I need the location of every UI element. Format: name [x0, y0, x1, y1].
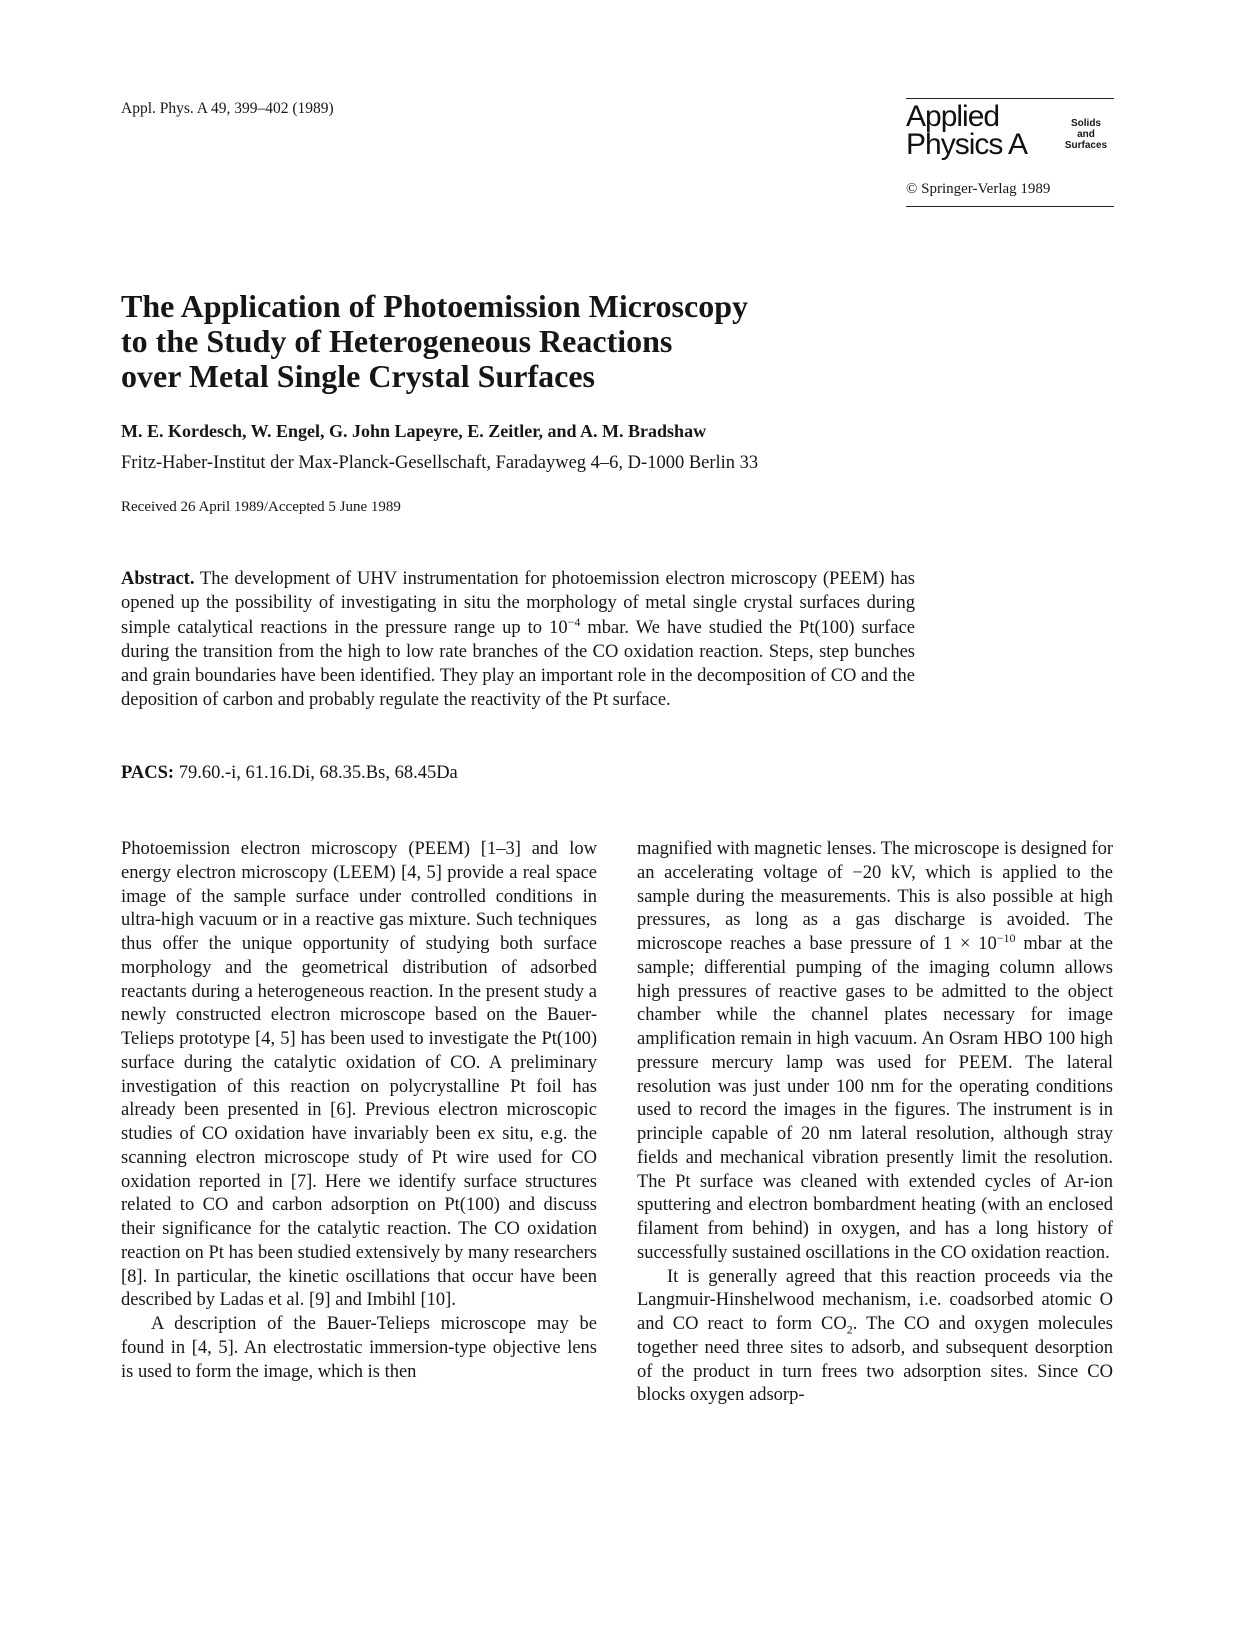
journal-logo-line1: Applied	[906, 100, 1000, 133]
body-exponent: −10	[996, 930, 1016, 945]
pacs-codes	[121, 763, 458, 784]
journal-logo-text	[906, 100, 1028, 161]
body-column-right	[637, 838, 1113, 1408]
journal-section-word: Solids	[1070, 118, 1101, 129]
journal-section-label	[1058, 118, 1114, 151]
abstract-exponent: −4	[567, 614, 581, 629]
journal-masthead	[906, 98, 1114, 207]
journal-citation: Appl. Phys. A 49, 399–402 (1989)	[121, 100, 334, 117]
affiliation: Fritz-Haber-Institut der Max-Planck-Gesellschaft, Faradayweg 4–6, D-1000 Berlin 33	[121, 453, 759, 473]
abstract	[121, 567, 915, 713]
body-paragraph	[637, 838, 1113, 1266]
body-subscript: 2	[846, 1322, 853, 1337]
title-line: over Metal Single Crystal Surfaces	[121, 358, 595, 394]
author-list: M. E. Kordesch, W. Engel, G. John Lapeyre, E. Zeitler, and A. M. Bradshaw	[121, 421, 707, 441]
body-text: It is generally agreed that this reaction proceeds via the Langmuir-Hinshelwood mechanism, i.e. coadsorbed atomic O and CO react to form CO	[637, 1266, 1113, 1334]
body-text: . The CO and oxygen molecules together need three sites to adsorb, and subsequent desorption of the product in turn frees two adsorption sites. Since CO blocks oxygen adsorp-	[637, 1314, 1113, 1406]
body-text: mbar at the sample; differential pumping of the imaging column allows high pressures of reactive gases to be admitted to the object chamber while the channel plates necessary for image amplification remain in high vacuum. An Osram HBO 100 high pressure mercury lamp was used for PEEM. The lateral resolution was just under 100 nm for the operating conditions used to record the images in the figures. The instrument is in principle capable of 20 nm lateral resolution, although stray fields and mechanical vibration presently limit the resolution. The Pt surface was cleaned with extended cycles of Ar-ion sputtering and electron bombardment heating (with an enclosed filament from behind) in oxygen, and has a long history of successfully sustained oscillations in the CO oxidation reaction.	[637, 934, 1113, 1263]
title-line: The Application of Photoemission Microscopy	[121, 288, 748, 324]
abstract-text: The development of UHV instrumentation for photoemission electron microscopy (PEEM) has opened up the possibility of investigating in situ the morphology of metal single crystal surfaces during simple catalytical reactions in the pressure range up to 10	[121, 569, 915, 638]
abstract-text-cont: mbar. We have studied the Pt(100) surface during the transition from the high to low rate branches of the CO oxidation reaction. Steps, step bunches and grain boundaries have been identified. They play an important role in the decomposition of CO and the deposition of carbon and probably regulate the reactivity of the Pt surface.	[121, 617, 916, 711]
body-paragraph: A description of the Bauer-Telieps microscope may be found in [4, 5]. An electrostatic immersion-type objective lens is used to form the image, which is then	[121, 1314, 597, 1382]
title-line: to the Study of Heterogeneous Reactions	[121, 323, 673, 359]
pacs-values: 79.60.-i, 61.16.Di, 68.35.Bs, 68.45Da	[174, 763, 458, 783]
body-paragraph: Photoemission electron microscopy (PEEM) [1–3] and low energy electron microscopy (LEEM) [4, 5] provide a real space image of the sample surface under controlled conditions in ultra-high vacuum or in a reactive gas mixture. Such techniques thus offer the unique opportunity of studying both surface morphology and the geometrical distribution of adsorbed reactants during a heterogeneous reaction. In the present study a newly constructed electron microscope based on the Bauer-Telieps prototype [4, 5] has been used to investigate the Pt(100) surface during the catalytic oxidation of CO. A preliminary investigation of this reaction on polycrystalline Pt foil has already been presented in [6]. Previous electron microscopic studies of CO oxidation have invariably been ex situ, e.g. the scanning electron microscope study of Pt wire used for CO oxidation reported in [7]. Here we identify surface structures related to CO and carbon adsorption on Pt(100) and discuss their significance for the catalytic reaction. The CO oxidation reaction on Pt has been studied extensively by many researchers [8]. In particular, the kinetic oscillations that occur have been described by Ladas et al. [9] and Imbihl [10].	[121, 839, 597, 1311]
journal-section-word: Surfaces	[1064, 140, 1108, 151]
body-paragraph	[637, 1266, 1113, 1409]
copyright-notice: © Springer-Verlag 1989	[906, 181, 1051, 197]
abstract-label: Abstract.	[121, 569, 195, 589]
body-text: magnified with magnetic lenses. The microscope is designed for an accelerating voltage of −20 kV, which is applied to the sample during the measurements. This is also possible at high pressures, as long as a gas discharge is avoided. The microscope reaches a base pressure of 1 × 10	[637, 839, 1113, 954]
paper-title	[121, 289, 748, 394]
journal-logo-line2: Physics A	[906, 128, 1028, 161]
received-date: Received 26 April 1989/Accepted 5 June 1989	[121, 499, 401, 515]
masthead-bottom-rule	[906, 206, 1114, 207]
journal-section-word: and	[1077, 129, 1095, 140]
journal-logo	[906, 99, 1114, 175]
pacs-label: PACS:	[121, 763, 175, 783]
body-column-left	[121, 838, 597, 1384]
